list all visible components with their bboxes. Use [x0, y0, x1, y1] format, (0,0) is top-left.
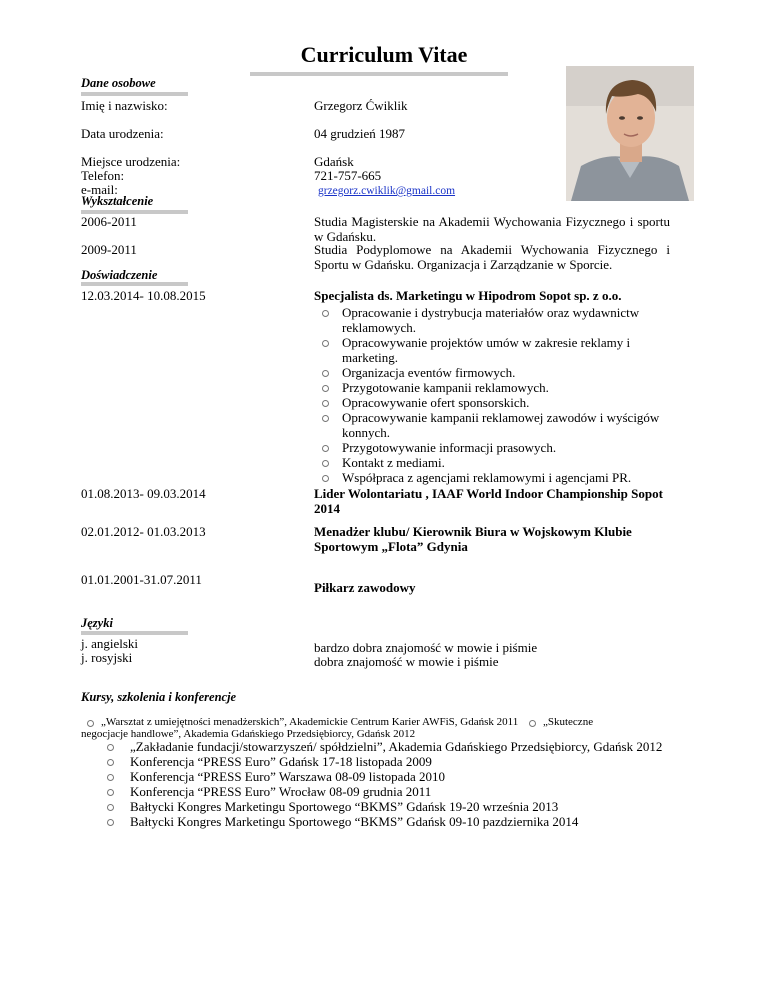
- pob-label: Miejsce urodzenia:: [81, 154, 181, 169]
- list-item: Współpraca z agencjami reklamowymi i agencjami PR.: [322, 470, 682, 485]
- list-item: Przygotowanie kampanii reklamowych.: [322, 380, 682, 395]
- experience-title: Specjalista ds. Marketingu w Hipodrom Sopot sp. z o.o.: [314, 288, 622, 303]
- pob-value: Gdańsk: [314, 154, 354, 169]
- list-item: Opracowanie i dystrybucja materiałów oraz wydawnictw reklamowych.: [322, 305, 682, 335]
- section-courses-heading: Kursy, szkolenia i konferencje: [81, 690, 237, 704]
- section-divider: [81, 282, 188, 286]
- email-label: e-mail:: [81, 182, 118, 197]
- education-dates: 2006-2011: [81, 214, 137, 229]
- phone-label: Telefon:: [81, 168, 125, 183]
- experience-title: Lider Wolontariatu , IAAF World Indoor Championship Sopot 2014: [314, 486, 663, 516]
- experience-dates: 01.01.2001-31.07.2011: [81, 572, 202, 587]
- list-item: Przygotowywanie informacji prasowych.: [322, 440, 682, 455]
- dob-label: Data urodzenia:: [81, 126, 164, 141]
- dob-value: 04 grudzień 1987: [314, 126, 405, 141]
- courses-list: [81, 739, 701, 829]
- list-item: Opracowywanie ofert sponsorskich.: [322, 395, 682, 410]
- experience-dates: 12.03.2014- 10.08.2015: [81, 288, 206, 303]
- experience-title: Menadżer klubu/ Kierownik Biura w Wojskowym Klubie Sportowym „Flota” Gdynia: [314, 524, 632, 554]
- list-item: Bałtycki Kongres Marketingu Sportowego “BKMS” Gdańsk 09-10 pazdziernika 2014: [81, 814, 701, 829]
- portrait-image: [566, 66, 694, 201]
- course-line-small: [81, 716, 701, 728]
- list-item: Opracowywanie projektów umów w zakresie reklamy i marketing.: [322, 335, 682, 365]
- name-value: Grzegorz Ćwiklik: [314, 98, 408, 113]
- section-personal-heading: Dane osobowe: [81, 76, 156, 90]
- course-item-continued: negocjacje handlowe”, Akademia Gdańskiego Przedsiębiorcy, Gdańsk 2012: [81, 728, 416, 740]
- experience-bullets: [322, 305, 682, 485]
- language-name: j. rosyjski: [81, 650, 133, 665]
- experience-title: Piłkarz zawodowy: [314, 580, 416, 595]
- list-item: Opracowywanie kampanii reklamowej zawodów i wyścigów konnych.: [322, 410, 682, 440]
- email-link[interactable]: grzegorz.cwiklik@gmail.com: [318, 185, 456, 197]
- page-title: Curriculum Vitae: [300, 42, 468, 67]
- list-item: Konferencja “PRESS Euro” Gdańsk 17-18 listopada 2009: [81, 754, 701, 769]
- name-label: Imię i nazwisko:: [81, 98, 168, 113]
- experience-dates: 02.01.2012- 01.03.2013: [81, 524, 206, 539]
- section-languages-heading: Języki: [81, 616, 113, 630]
- title-divider: [250, 72, 508, 76]
- course-item: „Warsztat z umiejętności menadżerskich”, Akademickie Centrum Karier AWFiS, Gdańsk 2011: [101, 716, 519, 728]
- list-item: „Zakładanie fundacji/stowarzyszeń/ spółdzielni”, Akademia Gdańskiego Przedsiębiorcy, Gdańsk 2012: [81, 739, 701, 754]
- list-item: Kontakt z mediami.: [322, 455, 682, 470]
- education-text: Studia Magisterskie na Akademii Wychowania Fizycznego i sportu w Gdańsku.: [314, 214, 670, 244]
- language-level: bardzo dobra znajomość w mowie i piśmie: [314, 640, 538, 655]
- section-divider: [81, 92, 188, 96]
- language-name: j. angielski: [81, 636, 139, 651]
- education-dates: 2009-2011: [81, 242, 137, 257]
- list-item: Konferencja “PRESS Euro” Wrocław 08-09 grudnia 2011: [81, 784, 701, 799]
- course-item: „Skuteczne: [542, 716, 594, 728]
- education-text: Studia Podyplomowe na Akademii Wychowania Fizycznego i Sportu w Gdańsku. Organizacja i Zarządzanie w Sporcie.: [314, 242, 670, 272]
- section-education-heading: Wykształcenie: [81, 194, 154, 208]
- list-item: Bałtycki Kongres Marketingu Sportowego “BKMS” Gdańsk 19-20 września 2013: [81, 799, 701, 814]
- phone-value: 721-757-665: [314, 168, 382, 183]
- section-divider: [81, 631, 188, 635]
- profile-photo: [566, 66, 694, 201]
- section-experience-heading: Doświadczenie: [81, 268, 158, 282]
- experience-dates: 01.08.2013- 09.03.2014: [81, 486, 206, 501]
- language-level: dobra znajomość w mowie i piśmie: [314, 654, 499, 669]
- list-item: Konferencja “PRESS Euro” Warszawa 08-09 listopada 2010: [81, 769, 701, 784]
- list-item: Organizacja eventów firmowych.: [322, 365, 682, 380]
